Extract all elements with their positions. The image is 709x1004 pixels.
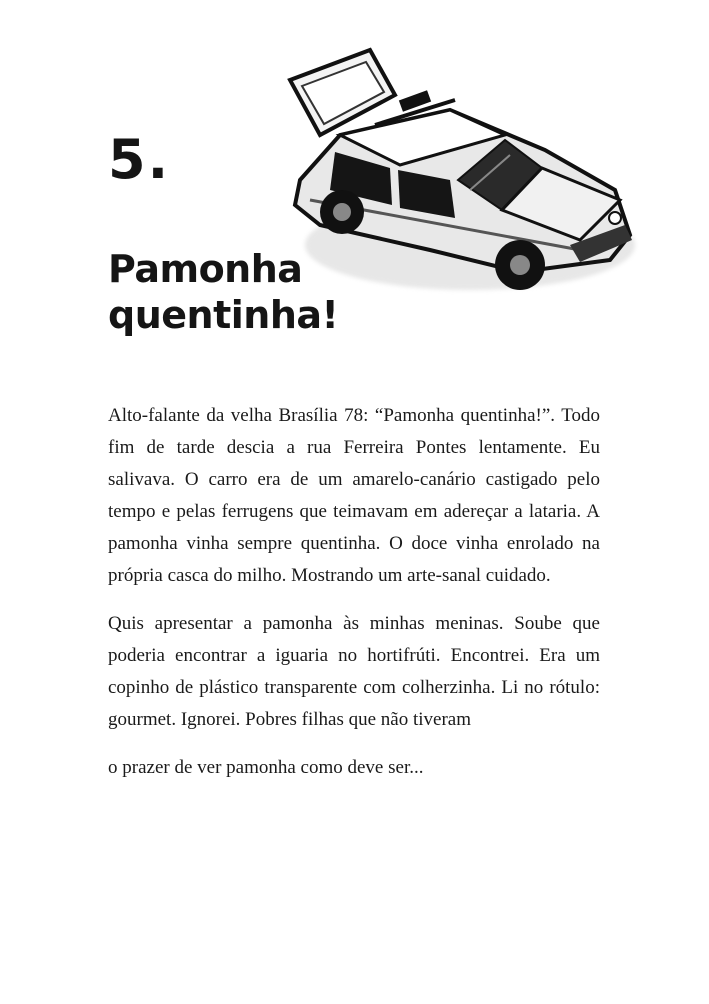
paragraph-1: Alto-falante da velha Brasília 78: “Pamonha quentinha!”. Todo fim de tarde descia a rua Ferreira Pontes lentamente. Eu salivava. O carro era de um amarelo-canário castigado pelo tempo e pelas ferrugens que teimavam em adereçar a lataria. A pamonha vinha sempre quentinha. O doce vinha enrolado na própria casca do milho. Mostrando um arte-sanal cuidado.: [108, 405, 600, 586]
chapter-number: 5.: [108, 128, 171, 191]
chapter-title-line-2: quentinha!: [108, 293, 339, 337]
car-illustration-icon: [280, 40, 640, 320]
paragraph-3: o prazer de ver pamonha como deve ser...: [108, 757, 424, 778]
chapter-title-line-1: Pamonha: [108, 247, 303, 291]
paragraph-2: Quis apresentar a pamonha às minhas meninas. Soube que poderia encontrar a iguaria no hortifrúti. Encontrei. Era um copinho de plástico transparente com colherzinha. Li no rótulo: gourmet. Ignorei. Pobres filhas que não tiveram: [108, 613, 600, 730]
body-text: [108, 400, 600, 800]
